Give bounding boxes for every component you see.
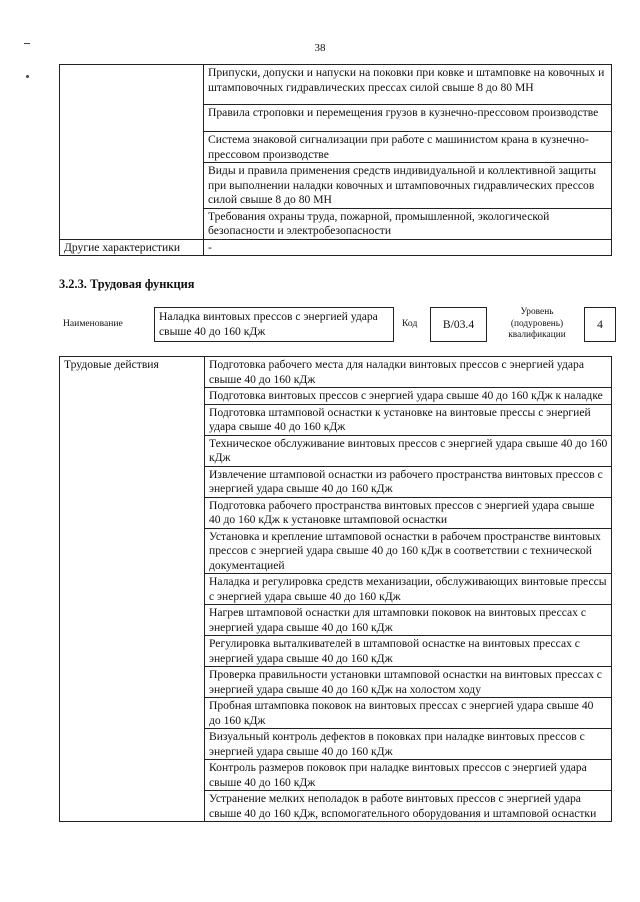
other-characteristics-label: Другие характеристики <box>60 239 204 256</box>
table-row: Подготовка штамповой оснастки к установке на винтовые прессы с энергией удара свыше 40 до 160 кДж <box>205 404 612 435</box>
page-number: 38 <box>314 42 326 54</box>
table-row: Пробная штамповка поковок на винтовых прессах с энергией удара свыше 40 до 160 кДж <box>205 698 612 729</box>
function-name-box <box>154 307 394 342</box>
level-box <box>584 307 616 342</box>
table-row: Припуски, допуски и напуски на поковки при ковке и штамповке на ковочных и штамповочных гидравлических прессах силой свыше 8 до 80 МН <box>204 65 612 105</box>
function-name-value: Наладка винтовых прессов с энергией удара свыше 40 до 160 кДж <box>159 310 378 338</box>
table-row: Регулировка выталкивателей в штамповой оснастке на винтовых прессах с энергией удара свыше 40 до 160 кДж <box>205 636 612 667</box>
table-row: Устранение мелких неполадок в работе винтовых прессов с энергией удара свыше 40 до 160 кДж, вспомогательного оборудования и штамповой оснастки <box>205 791 612 822</box>
scan-dot <box>26 75 29 78</box>
level-value: 4 <box>597 318 603 331</box>
table-row: Система знаковой сигнализации при работе с машинистом крана в кузнечно-прессовом производстве <box>204 132 612 163</box>
table-row: Контроль размеров поковок при наладке винтовых прессов с энергией удара свыше 40 до 160 кДж <box>205 760 612 791</box>
labor-actions-table <box>59 356 612 822</box>
table-row: Наладка и регулировка средств механизации, обслуживающих винтовые прессы с энергией удара свыше 40 до 160 кДж <box>205 574 612 605</box>
table-row: Виды и правила применения средств индивидуальной и коллективной защиты при выполнении наладки ковочных и штамповочных гидравлических прессов силой свыше 8 до 80 МН <box>204 163 612 209</box>
table-row: Правила строповки и перемещения грузов в кузнечно-прессовом производстве <box>204 105 612 132</box>
labor-actions-label: Трудовые действия <box>60 357 205 822</box>
table-row: Нагрев штамповой оснастки для штамповки поковок на винтовых прессах с энергией удара свыше 40 до 160 кДж <box>205 605 612 636</box>
code-label: Код <box>402 318 418 329</box>
code-value: В/03.4 <box>442 318 475 331</box>
qualification-level-label: Уровень (подуровень) квалификации <box>508 307 566 340</box>
other-characteristics-value: - <box>204 239 612 256</box>
section-title: 3.2.3. Трудовая функция <box>59 277 195 291</box>
table-cell-empty <box>60 65 204 240</box>
name-label: Наименование <box>63 318 123 329</box>
table-row: Подготовка рабочего пространства винтовых прессов с энергией удара свыше 40 до 160 кДж к установке штамповой оснастки <box>205 497 612 528</box>
table-row: Подготовка рабочего места для наладки винтовых прессов с энергией удара свыше 40 до 160 кДж <box>205 357 612 388</box>
table-row: Извлечение штамповой оснастки из рабочего пространства винтовых прессов с энергией удара свыше 40 до 160 кДж <box>205 466 612 497</box>
knowledge-table <box>59 64 612 256</box>
code-box <box>430 307 487 342</box>
table-row: Визуальный контроль дефектов в поковках при наладке винтовых прессов с энергией удара свыше 40 до 160 кДж <box>205 729 612 760</box>
table-row: Подготовка винтовых прессов с энергией удара свыше 40 до 160 кДж к наладке <box>205 388 612 405</box>
table-row: Проверка правильности установки штамповой оснастки на винтовых прессах с энергией удара свыше 40 до 160 кДж на холостом ходу <box>205 667 612 698</box>
scan-dash <box>24 43 30 44</box>
table-row: Требования охраны труда, пожарной, промышленной, экологической безопасности и электробезопасности <box>204 208 612 239</box>
table-row: Техническое обслуживание винтовых прессов с энергией удара свыше 40 до 160 кДж <box>205 435 612 466</box>
table-row: Установка и крепление штамповой оснастки в рабочем пространстве винтовых прессов с энергией удара свыше 40 до 160 кДж в соответствии с технической документацией <box>205 528 612 574</box>
